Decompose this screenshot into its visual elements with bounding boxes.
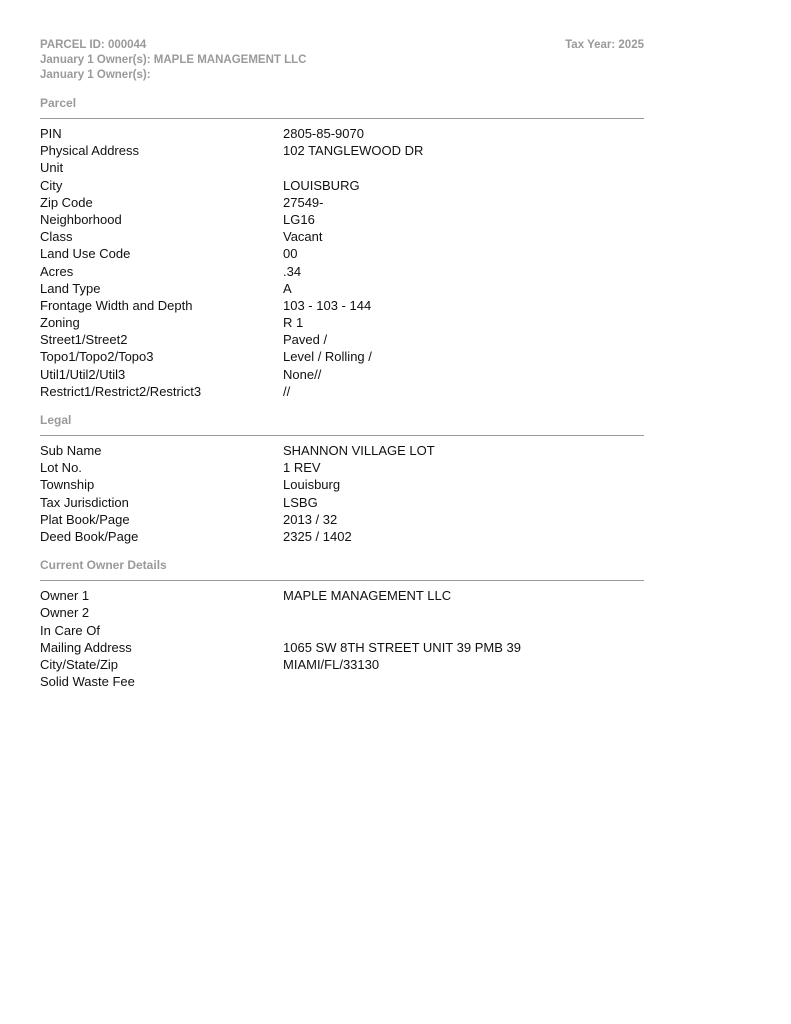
field-value: Level / Rolling / [283,349,372,365]
field-label: Tax Jurisdiction [40,494,129,510]
parcel-report [40,38,644,690]
owner-section [40,557,644,690]
report-header [40,38,644,83]
field-row [40,280,644,297]
field-value: 2325 / 1402 [283,528,352,544]
field-row [40,211,644,228]
field-value: Paved / [283,332,328,348]
field-label: Sub Name [40,443,102,458]
field-row [40,159,644,176]
field-row [40,442,644,459]
tax-year: Tax Year: 2025 [565,39,644,51]
field-value: 1065 SW 8TH STREET UNIT 39 PMB 39 [283,639,521,655]
field-label: Land Use Code [40,246,131,262]
field-row [40,656,644,673]
field-label: Frontage Width and Depth [40,297,193,313]
field-value: .34 [283,263,302,279]
field-row [40,348,644,365]
field-value: 2013 / 32 [283,511,338,527]
field-label: City [40,177,63,193]
field-value: // [283,383,291,399]
owner-rows [40,581,644,690]
field-value: R 1 [283,315,304,331]
field-value: LG16 [283,211,315,227]
field-value: 1 REV [283,460,321,476]
field-label: Zoning [40,315,80,331]
field-label: Land Type [40,280,101,296]
field-label: Owner 2 [40,605,90,621]
field-label: Deed Book/Page [40,528,139,544]
field-row [40,383,644,400]
field-row [40,459,644,476]
field-row [40,511,644,528]
field-row [40,476,644,493]
field-row [40,673,644,690]
field-value: 2805-85-9070 [283,126,364,141]
parcel-rows [40,119,644,400]
field-label: Owner 1 [40,588,90,604]
header-top-line [40,38,644,53]
field-value: Vacant [283,229,323,245]
field-value: MAPLE MANAGEMENT LLC [283,588,452,604]
field-value: None// [283,366,322,382]
field-label: Lot No. [40,460,82,476]
field-row [40,142,644,159]
field-row [40,263,644,280]
field-label: Street1/Street2 [40,332,128,348]
section-title: Parcel [40,95,644,119]
field-row [40,314,644,331]
field-value: MIAMI/FL/33130 [283,656,380,672]
parcel-section [40,95,644,400]
field-row [40,639,644,656]
field-row [40,622,644,639]
field-row [40,494,644,511]
field-label: Restrict1/Restrict2/Restrict3 [40,383,202,399]
field-label: Class [40,229,73,245]
field-label: Unit [40,160,64,176]
field-value: A [283,280,292,296]
field-label: Plat Book/Page [40,511,130,527]
field-label: Util1/Util2/Util3 [40,366,126,382]
field-value: 102 TANGLEWOOD DR [283,143,424,159]
legal-section [40,412,644,545]
section-title: Legal [40,412,644,436]
field-row [40,177,644,194]
legal-rows [40,436,644,545]
field-row [40,228,644,245]
field-label: Neighborhood [40,211,122,227]
field-value: Louisburg [283,477,341,493]
field-value: 103 - 103 - 144 [283,297,372,313]
field-row [40,125,644,142]
section-title: Current Owner Details [40,557,644,581]
parcel-id: PARCEL ID: 000044 [40,39,147,51]
field-row [40,245,644,262]
field-value: 00 [283,246,298,262]
field-row [40,331,644,348]
field-value: 27549- [283,194,324,210]
january-owner-line-2: January 1 Owner(s): [40,69,151,81]
field-value: LOUISBURG [283,177,360,193]
field-label: Topo1/Topo2/Topo3 [40,349,154,365]
field-label: City/State/Zip [40,656,119,672]
field-row [40,366,644,383]
field-row [40,297,644,314]
field-label: Mailing Address [40,639,132,655]
field-label: Zip Code [40,194,93,210]
field-value: LSBG [283,494,318,510]
field-label: Physical Address [40,143,139,159]
field-label: In Care Of [40,622,100,638]
field-label: PIN [40,126,62,141]
field-row [40,587,644,604]
january-owner-line-1: January 1 Owner(s): MAPLE MANAGEMENT LLC [40,54,307,66]
field-row [40,194,644,211]
field-label: Acres [40,263,74,279]
field-label: Township [40,477,95,493]
field-row [40,528,644,545]
field-row [40,604,644,621]
field-value: SHANNON VILLAGE LOT [283,443,435,458]
field-label: Solid Waste Fee [40,674,135,690]
